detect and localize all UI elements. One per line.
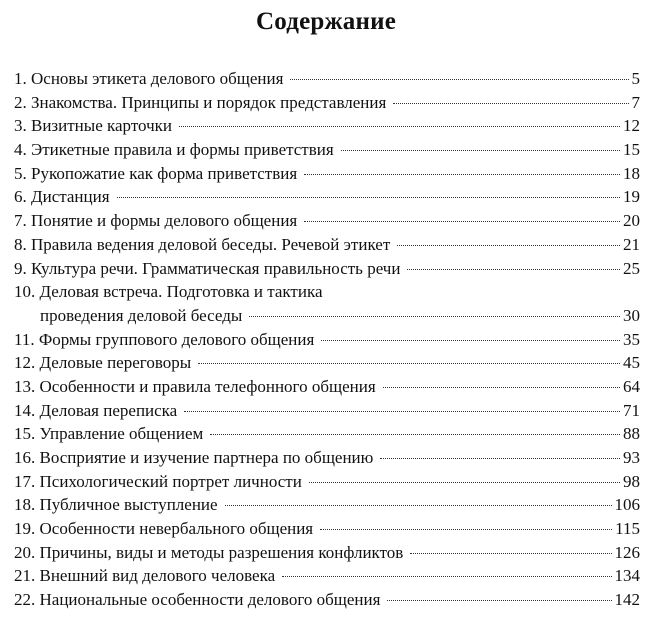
toc-entry xyxy=(14,185,640,209)
toc-entry-page: 126 xyxy=(614,542,640,562)
leader-dots xyxy=(380,457,620,459)
toc-entry xyxy=(14,564,640,588)
toc-entry-label: 11. Формы группового делового общения xyxy=(14,329,315,349)
toc-entry-label: 12. Деловые переговоры xyxy=(14,353,192,373)
leader-dots xyxy=(304,220,620,222)
toc-entry-page: 15 xyxy=(623,140,640,160)
toc-entry-label: 14. Деловая переписка xyxy=(14,400,178,420)
toc-entry-label: 21. Внешний вид делового человека xyxy=(14,566,276,586)
toc-entry-label: 3. Визитные карточки xyxy=(14,116,172,136)
toc-entry-label: 8. Правила ведения деловой беседы. Речевой этикет xyxy=(14,234,391,254)
leader-dots xyxy=(341,149,620,151)
toc-entry xyxy=(14,138,640,162)
leader-dots xyxy=(397,244,620,246)
leader-dots xyxy=(290,78,628,80)
toc-entry xyxy=(14,162,640,186)
leader-dots xyxy=(393,102,628,104)
toc-entry-page: 5 xyxy=(631,69,640,88)
toc-entry-label: 15. Управление общением xyxy=(14,424,204,444)
toc-entry-page: 64 xyxy=(623,376,640,396)
toc-entry-page: 88 xyxy=(623,424,640,444)
toc-entry-label: 10. Деловая встреча. Подготовка и тактика xyxy=(14,282,323,302)
toc-entry-page: 134 xyxy=(614,566,640,586)
toc-entry-page: 30 xyxy=(623,305,640,325)
toc-entry-page: 142 xyxy=(614,590,640,610)
toc-entry xyxy=(14,470,640,494)
toc-entry-label: 7. Понятие и формы делового общения xyxy=(14,211,298,231)
toc-entry-label: 5. Рукопожатие как форма приветствия xyxy=(14,163,298,183)
toc-entry-page: 21 xyxy=(623,234,640,254)
leader-dots xyxy=(321,339,620,341)
toc-entry xyxy=(14,399,640,423)
leader-dots xyxy=(184,410,620,412)
leader-dots xyxy=(383,386,620,388)
toc-entry-page: 93 xyxy=(623,448,640,467)
toc-entry-page: 71 xyxy=(623,400,640,420)
toc-entry-label: 2. Знакомства. Принципы и порядок представления xyxy=(14,92,387,112)
leader-dots xyxy=(410,552,611,554)
leader-dots xyxy=(320,528,612,530)
leader-dots xyxy=(179,125,620,127)
toc-entry-label-continuation: проведения деловой беседы xyxy=(40,305,243,325)
toc-entry-label: 9. Культура речи. Грамматическая правильность речи xyxy=(14,258,401,278)
toc-entry-label: 13. Особенности и правила телефонного общения xyxy=(14,376,376,396)
toc-entry xyxy=(14,351,640,375)
leader-dots xyxy=(304,173,620,175)
toc-entry xyxy=(14,91,640,115)
toc-entry-page: 12 xyxy=(623,116,640,136)
leader-dots xyxy=(117,196,620,198)
leader-dots xyxy=(282,575,611,577)
toc-entry-label: 22. Национальные особенности делового общения xyxy=(14,590,381,610)
toc-entry-first-line xyxy=(14,280,640,304)
leader-dots xyxy=(387,599,611,601)
leader-dots xyxy=(225,504,612,506)
leader-dots xyxy=(198,362,620,364)
toc-entry-page: 18 xyxy=(623,163,640,183)
toc-entry xyxy=(14,422,640,446)
toc-entry-label: 1. Основы этикета делового общения xyxy=(14,69,284,88)
toc-entry xyxy=(14,328,640,352)
toc-entry xyxy=(14,114,640,138)
toc-entry-label: 19. Особенности невербального общения xyxy=(14,519,314,539)
toc-entry-label: 20. Причины, виды и методы разрешения конфликтов xyxy=(14,542,404,562)
toc-entry xyxy=(14,541,640,565)
leader-dots xyxy=(407,268,620,270)
toc-entry-label: 6. Дистанция xyxy=(14,187,110,207)
toc-entry xyxy=(14,257,640,281)
toc-entry-label: 17. Психологический портрет личности xyxy=(14,471,302,491)
toc-entry xyxy=(14,67,640,91)
toc-entry-label: 4. Этикетные правила и формы приветствия xyxy=(14,140,334,160)
toc-entry xyxy=(14,588,640,612)
toc-entry xyxy=(14,446,640,470)
toc-entry xyxy=(14,517,640,541)
leader-dots xyxy=(210,433,620,435)
toc-entry xyxy=(14,493,640,517)
toc-entry-page: 106 xyxy=(614,495,640,515)
toc-entry-label: 16. Восприятие и изучение партнера по общению xyxy=(14,448,374,467)
toc-entry-page: 20 xyxy=(623,211,640,231)
toc-entry xyxy=(14,375,640,399)
toc-entry-page: 115 xyxy=(615,519,640,539)
page-title: Содержание xyxy=(255,8,396,35)
table-of-contents xyxy=(14,67,640,612)
toc-entry-page: 45 xyxy=(623,353,640,373)
toc-entry-page: 19 xyxy=(623,187,640,207)
toc-entry xyxy=(14,233,640,257)
toc-entry-label: 18. Публичное выступление xyxy=(14,495,218,515)
leader-dots xyxy=(249,315,620,317)
toc-entry-page: 98 xyxy=(623,471,640,491)
toc-entry-page: 25 xyxy=(623,258,640,278)
toc-entry xyxy=(14,209,640,233)
toc-entry-page: 35 xyxy=(623,329,640,349)
leader-dots xyxy=(309,481,620,483)
toc-entry-continuation xyxy=(14,304,640,328)
toc-entry-page: 7 xyxy=(631,92,640,112)
